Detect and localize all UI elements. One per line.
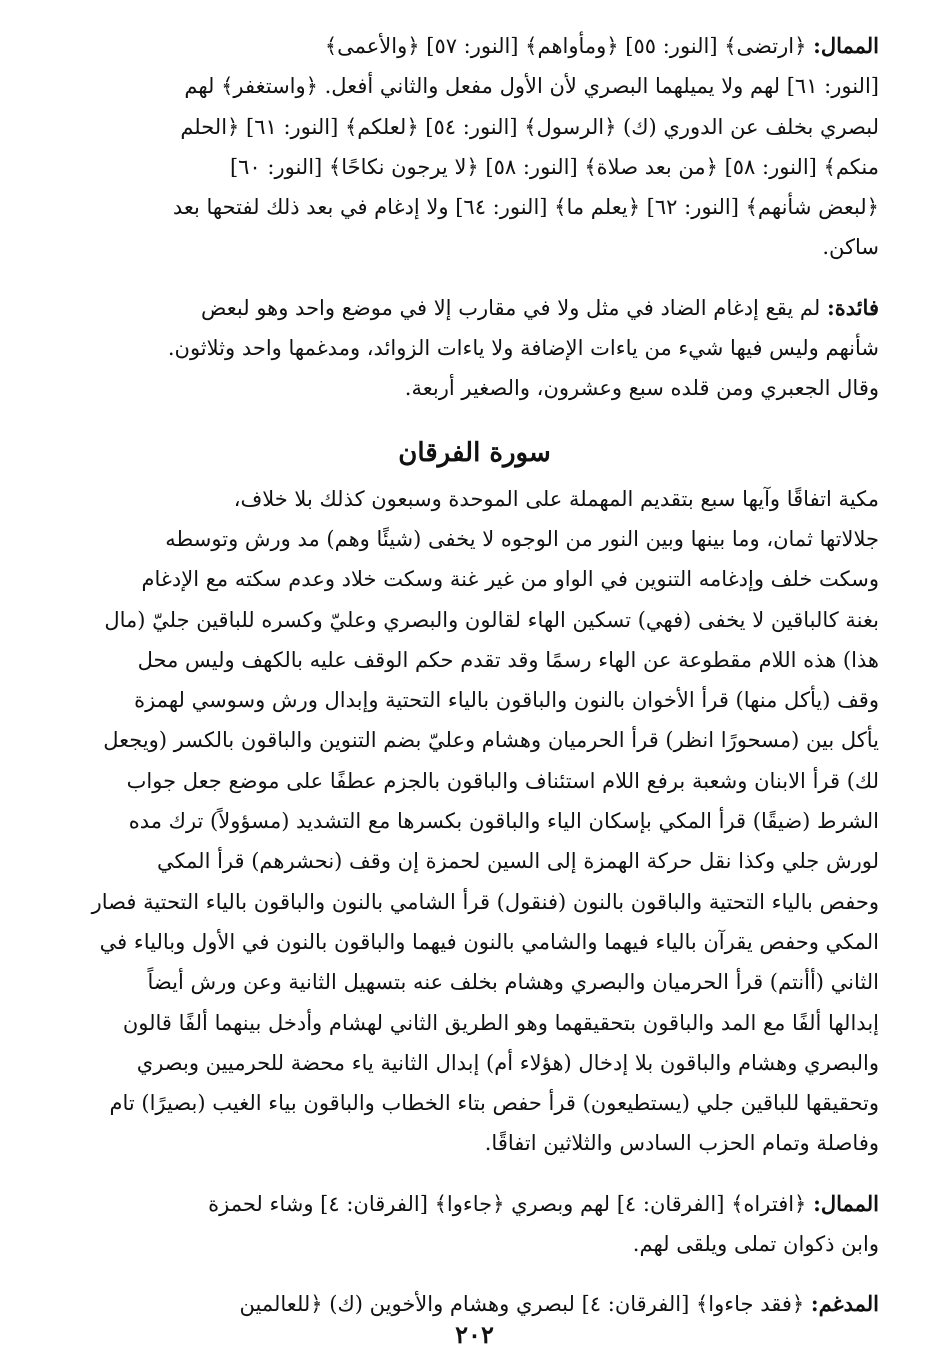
spacer (70, 1264, 879, 1284)
text-line: وقف (يأكل منها) قرأ الأخوان بالنون والباقون بالياء التحتية وإبدال ورش وسوسي لهمزة (134, 688, 879, 713)
text-line: لبصري بخلف عن الدوري (ك) ﴿الرسول﴾ [النور: ٥٤] ﴿لعلكم﴾ [النور: ٦١] ﴿الحلم (180, 114, 879, 139)
text-line: ساكن. (822, 235, 879, 260)
text-line: وسكت خلف وإدغامه التنوين في الواو من غير غنة وسكت خلاد وعدم سكته مع الإدغام (141, 567, 879, 592)
spacer (70, 1164, 879, 1184)
line-text: ﴿فقد جاءوا﴾ [الفرقان: ٤] لبصري وهشام والأخوين (ك) ﴿للعالمين (239, 1292, 805, 1317)
text-line: إبدالها ألفًا مع المد والباقون بتحقيقهما وهو الطريق الثاني لهشام وأدخل بينهما ألفًا قالون (122, 1010, 879, 1035)
line-text: ﴿ارتضى﴾ [النور: ٥٥] ﴿ومأواهم﴾ [النور: ٥٧] ﴿والأعمى﴾ (324, 34, 807, 58)
text-line: منكم﴾ [النور: ٥٨] ﴿من بعد صلاة﴾ [النور: ٥٨] ﴿لا يرجون نكاحًا﴾ [النور: ٦٠] (229, 154, 879, 179)
text-line: لورش جلي وكذا نقل حركة الهمزة إلى السين لحمزة إن وقف (نحشرهم) قرأ المكي (156, 849, 879, 874)
text-line: يأكل بين (مسحورًا انظر) قرأ الحرميان وهشام وعليّ بضم التنوين والباقون بالكسر (ويجعل (103, 728, 879, 753)
page-number: ٢٠٢ (455, 1320, 494, 1349)
text-line: [النور: ٦١] لهم ولا يميلهما البصري لأن الأول مفعل والثاني أفعل. ﴿واستغفر﴾ لهم (184, 74, 879, 99)
text-line: وابن ذكوان تملى ويلقى لهم. (632, 1232, 879, 1257)
mudgham-label: المدغم: (810, 1291, 879, 1317)
text-line: ﴿لبعض شأنهم﴾ [النور: ٦٢] ﴿يعلم ما﴾ [النور: ٦٤] ولا إدغام في بعد ذلك لفتحها بعد (172, 195, 879, 220)
text-line (70, 1284, 879, 1324)
text-line: بغنة كالباقين لا يخفى (فهي) تسكين الهاء لقالون والبصري وعليّ وكسره للباقين جليّ (مال (104, 607, 879, 632)
mumal-label: الممال: (813, 33, 879, 58)
text-line (70, 288, 879, 328)
text-line: والبصري وهشام والباقون بلا إدخال (هؤلاء أم) إبدال الثانية ياء محضة للحرميين وبصري (136, 1050, 879, 1075)
spacer (70, 268, 879, 288)
text-line: شأنهم وليس فيها شيء من ياءات الإضافة ولا ياءات الزوائد، ومدغمها واحد وثلاثون. (167, 336, 879, 361)
text-line (70, 26, 879, 66)
text-line: مكية اتفاقًا وآيها سبع بتقديم المهملة على الموحدة وسبعون كذلك بلا خلاف، (233, 486, 879, 511)
text-line: الشرط (ضيقًا) قرأ المكي بإسكان الياء والباقون بكسرها مع التشديد (مسؤولاً) ترك مده (128, 809, 879, 834)
text-line: الثاني (أأنتم) قرأ الحرميان والبصري وهشام بخلف عنه بتسهيل الثانية وعن ورش أيضاً (147, 970, 879, 995)
text-line: وفاصلة وتمام الحزب السادس والثلاثين اتفاقًا. (484, 1131, 879, 1156)
surah-title: سورة الفرقان (398, 437, 551, 468)
text-line (70, 1184, 879, 1224)
text-line: جلالاتها ثمان، وما بينها وبين النور من الوجوه لا يخفى (شيئًا وهم) مد ورش وتوسطه (165, 526, 879, 551)
text-line: وحفص بالياء التحتية والباقون بالنون (فنقول) قرأ الشامي بالنون والباقون بالياء التحتية فصار (91, 889, 879, 914)
text-line: لك) قرأ الابنان وشعبة برفع اللام استئناف والباقون بالجزم عطفًا على موضع جعل جواب (126, 768, 879, 793)
text-line: المكي وحفص يقرآن بالياء فيهما والشامي بالنون فيهما والباقون بالنون في الأول وبالياء في (99, 929, 879, 954)
faida-label: فائدة: (826, 294, 879, 320)
line-text: ﴿افتراه﴾ [الفرقان: ٤] لهم وبصري ﴿جاءوا﴾ [الفرقان: ٤] وشاء لحمزة (208, 1191, 807, 1216)
text-line: وقال الجعبري ومن قلده سبع وعشرون، والصغير أربعة. (404, 376, 879, 401)
mumal-paragraph (70, 26, 879, 268)
line-text: لم يقع إدغام الضاد في مثل ولا في مقارب إلا في موضع واحد وهو لبعض (201, 295, 821, 320)
mumal2-label: الممال: (813, 1190, 879, 1216)
mudgham-paragraph (70, 1284, 879, 1324)
text-line: هذا) هذه اللام مقطوعة عن الهاء رسمًا وقد تقدم حكم الوقف عليه بالكهف وليس محل (137, 647, 879, 672)
text-line: وتحقيقها للباقين جلي (يستطيعون) قرأ حفص بتاء الخطاب والباقون بياء الغيب (بصيرًا) تام (109, 1091, 879, 1116)
faida-paragraph (70, 288, 879, 409)
surah-paragraph (70, 479, 879, 1164)
mumal2-paragraph (70, 1184, 879, 1265)
